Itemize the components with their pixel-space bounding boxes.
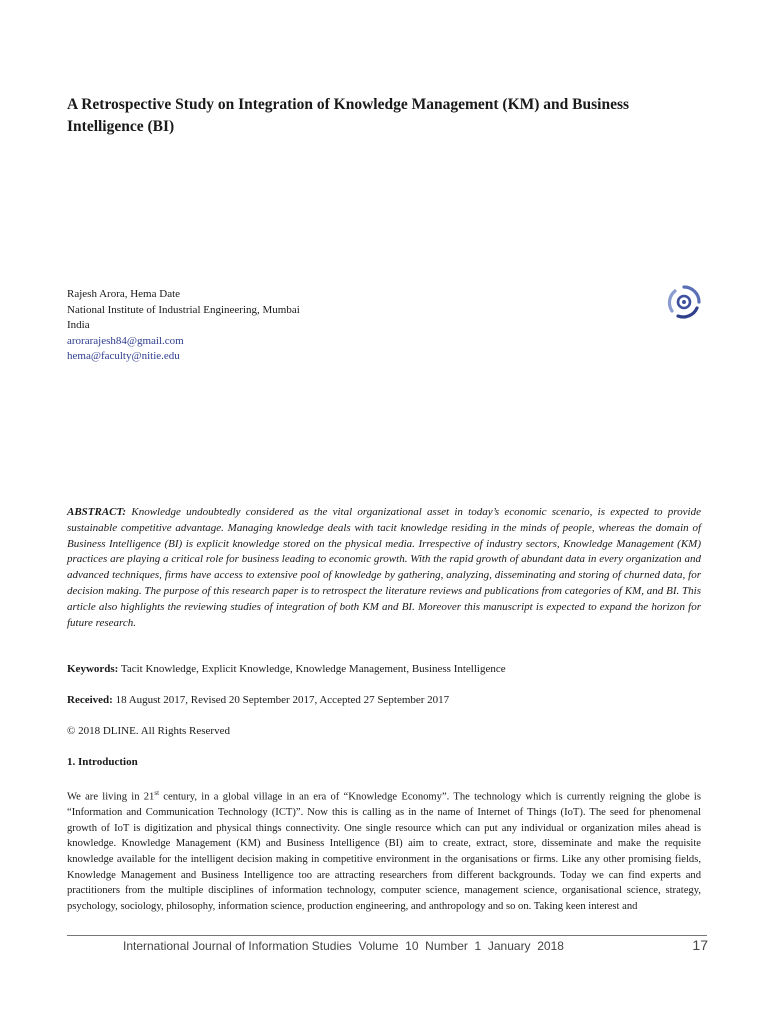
keywords-text: Tacit Knowledge, Explicit Knowledge, Knowledge Management, Business Intelligence <box>120 663 506 675</box>
author-names: Rajesh Arora, Hema Date <box>67 288 181 300</box>
intro-text-rest: century, in a global village in an era of “Knowledge Economy”. The technology which is currently reigning the globe is “Information and Communication Technology (ICT)”. Now this is calling as in the name of Internet of Things (IoT). The seed for phenomenal growth of IoT is digitization and physical things connectivity. One single resource which can put any individual or organization miles ahead is knowledge. Knowledge Management (KM) and Business Intelligence (BI) aim to create, extract, store, disseminate and make the requisite knowledge available for the intelligent decision making in competitive environment in the organisations or firms. Like any other promising fields, Knowledge Management and Business Intelligence too are attracting researchers from different backgrounds. Today we can find experts and practitioners from the multiple disciplines of information technology, computer science, management science, organisational science, strategy, psychology, sociology, philosophy, information science, production engineering, and anthropology and so on. Taking keen interest and <box>67 791 701 912</box>
author-affiliation: National Institute of Industrial Engineering, Mumbai <box>67 303 300 316</box>
abstract-text: Knowledge undoubtedly considered as the vital organizational asset in today’s economic scenario, is expected to provide sustainable competitive advantage. Managing knowledge deals with tacit knowledge residing in the minds of people, whereas the domain of Business Intelligence (BI) is explicit knowledge stored on the physical media. Irrespective of industry sectors, Knowledge Management (KM) practices are playing a critical role for business leading to economic growth. With the rapid growth of abundant data in every organization and advanced techniques, firms have access to extensive pool of knowledge by gathering, analyzing, disseminating and storing of churned data, for decision making. The purpose of this research paper is to retrospect the literature reviews and publications from categories of KM, and BI. This article also highlights the reviewing studies of integration of both KM and BI. Moreover this manuscript is expected to expand the horizon for future research. <box>67 506 702 629</box>
author-country: India <box>67 319 90 331</box>
author-email-1[interactable]: arorarajesh84@gmail.com <box>67 334 184 347</box>
author-email-2[interactable]: hema@faculty@nitie.edu <box>67 350 180 362</box>
keywords-label: Keywords: <box>67 663 119 675</box>
author-block <box>67 287 487 365</box>
footer-journal-info: International Journal of Information Studies Volume 10 Number 1 January 2018 <box>123 939 564 953</box>
keywords <box>67 662 701 678</box>
intro-text-start: We are living in 21 <box>67 791 155 803</box>
abstract-label: ABSTRACT: <box>67 506 127 518</box>
footer-divider <box>67 935 707 936</box>
section-heading-introduction: 1. Introduction <box>67 756 138 768</box>
received-text: 18 August 2017, Revised 20 September 2017, Accepted 27 September 2017 <box>115 694 450 706</box>
received-label: Received: <box>67 694 113 706</box>
journal-logo-icon <box>666 284 702 320</box>
abstract <box>67 505 701 631</box>
introduction-paragraph <box>67 786 701 914</box>
page-number: 17 <box>692 937 708 953</box>
paper-title: A Retrospective Study on Integration of Knowledge Management (KM) and Business Intelligence (BI) <box>67 96 630 135</box>
intro-superscript: st <box>154 789 160 797</box>
copyright-notice: © 2018 DLINE. All Rights Reserved <box>67 725 230 737</box>
received-dates <box>67 693 701 709</box>
